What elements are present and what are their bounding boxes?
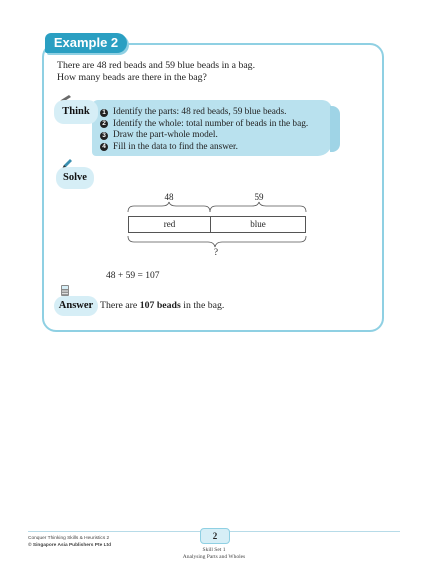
think-step-text: Identify the whole: total number of beads in the bag. xyxy=(113,118,309,129)
book-title: Conquer Thinking Skills & Heuristics 2 xyxy=(28,536,110,541)
think-step xyxy=(100,142,308,154)
part2-box: blue xyxy=(210,216,306,233)
example-card xyxy=(42,43,384,332)
skill-name: Analysing Parts and Wholes xyxy=(182,554,246,560)
answer-label: Answer xyxy=(54,296,98,316)
think-step-text: Identify the parts: 48 red beads, 59 blue beads. xyxy=(113,107,287,117)
think-step xyxy=(100,130,308,142)
footer-skill xyxy=(155,547,273,561)
equation: 48 + 59 = 107 xyxy=(106,271,160,281)
step-number-icon: 2 xyxy=(100,120,108,128)
step-number-icon: 4 xyxy=(100,143,108,151)
page-number: 2 xyxy=(200,528,230,544)
publisher: © Singapore Asia Publishers Pte Ltd xyxy=(28,543,112,548)
think-label: Think xyxy=(54,100,98,124)
part-whole-model xyxy=(118,190,318,260)
answer-bold: 107 beads xyxy=(139,300,181,311)
answer-prefix: There are xyxy=(100,300,140,311)
footer-credits xyxy=(28,535,111,549)
part1-value: 48 xyxy=(164,192,174,202)
whole-value: ? xyxy=(214,247,218,257)
question-line-2: How many beads are there in the bag? xyxy=(57,72,207,83)
part1-box: red xyxy=(128,216,211,233)
think-steps xyxy=(100,107,308,153)
part2-value: 59 xyxy=(254,192,264,202)
skill-set: Skill Set 1 xyxy=(202,547,226,553)
answer-suffix: in the bag. xyxy=(180,300,225,311)
answer-text xyxy=(100,300,224,311)
think-step xyxy=(100,119,308,131)
think-step xyxy=(100,107,308,119)
think-step-text: Draw the part-whole model. xyxy=(113,130,218,140)
solve-label: Solve xyxy=(56,167,94,189)
step-number-icon: 1 xyxy=(100,109,108,117)
example-title: Example 2 xyxy=(45,33,127,53)
question-line-1: There are 48 red beads and 59 blue beads in a bag. xyxy=(57,60,256,71)
think-step-text: Fill in the data to find the answer. xyxy=(113,141,238,152)
step-number-icon: 3 xyxy=(100,132,108,140)
question-text xyxy=(57,60,377,84)
